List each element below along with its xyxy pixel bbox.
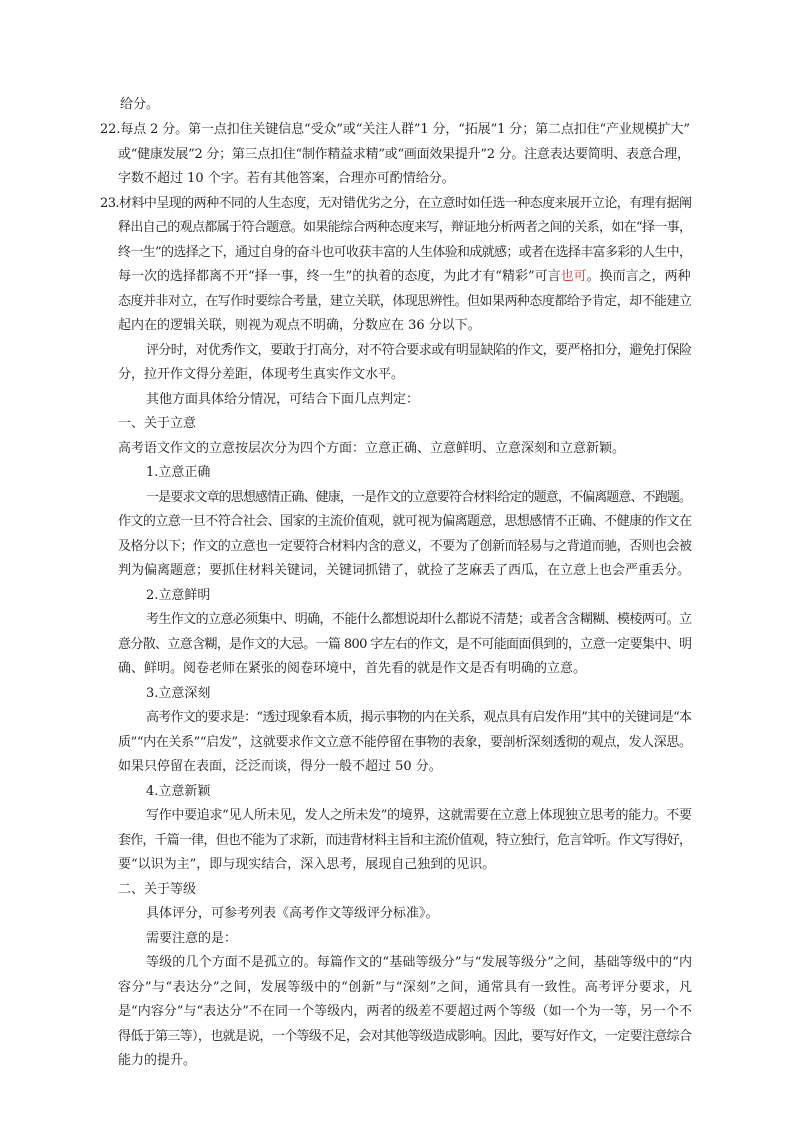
text-line: 评分时，对优秀作文，要敢于打高分，对不符合要求或有明显缺陷的作文，要严格扣分，避免打保险 xyxy=(146,343,692,358)
text-line: 得低于第三等），也就是说，一个等级不足，会对其他等级造成影响。因此，要写好作文，一定要注意综合 xyxy=(118,1029,692,1044)
text-line: 判为偏离题意；要抓住材料关键词，关键词抓错了，就捡了芝麻丢了西瓜，在立意上也会严重丢分。 xyxy=(118,563,691,578)
text-line: 等级的几个方面不是孤立的。每篇作文的“基础等级分”与“发展等级分”之间，基础等级中的“内 xyxy=(146,955,693,970)
text-line: 起内在的逻辑关联，则视为观点不明确，分数应在 36 分以下。 xyxy=(118,318,481,333)
text-line: 如果只停留在表面，泛泛而谈，得分一般不超过 50 分。 xyxy=(118,759,442,774)
text-line: 或“健康发展”2 分；第三点扣住“制作精益求精”或“画面效果提升”2 分。注意表达要简明、表意合理， xyxy=(118,147,690,162)
text-line: 22.每点 2 分。第一点扣住关键信息“受众”或“关注人群”1 分，“拓展”1 分；第二点扣住“产业规模扩大” xyxy=(100,122,690,137)
text-line: 能力的提升。 xyxy=(118,1053,197,1068)
text-line: 高考作文的要求是：“透过现象看本质，揭示事物的内在关系，观点具有启发作用”其中的关键词是“本 xyxy=(146,710,692,725)
text-line: 给分。 xyxy=(120,97,160,112)
text-line: 释出自己的观点都属于符合题意。如果能综合两种态度来写，辩证地分析两者之间的关系，如在“择一事， xyxy=(118,220,692,235)
text-line: 是“内容分”与“表达分”不在同一个等级内，两者的级差不要超过两个等级（如一个为一等，另一个不 xyxy=(118,1004,693,1019)
text-line: 套作，千篇一律，但也不能为了求新，而违背材料主旨和主流价值观，特立独行，危言耸听。作文写得好， xyxy=(118,833,692,848)
text-line: 态度并非对立，在写作时要综合考量，建立关联，体现思辨性。但如果两种态度都给予肯定，却不能建立 xyxy=(118,294,692,309)
text-line: 需要注意的是： xyxy=(146,931,238,946)
subsection-heading: 4.立意新颖 xyxy=(146,784,211,799)
section-heading: 二、关于等级 xyxy=(118,882,197,897)
text-line: 写作中要追求“见人所未见，发人之所未发”的境界，这就需要在立意上体现独立思考的能力。不要 xyxy=(146,808,692,823)
text-line: 容分”与“表达分”之间，发展等级中的“创新”与“深刻”之间，通常具有一致性。高考评分要求，凡 xyxy=(118,980,693,995)
text-line: 意分散、立意含糊，是作文的大忌。一篇 800 字左右的作文，是不可能面面俱到的，立意一定要集中、明 xyxy=(118,637,692,652)
text-span: 。换而言之，两种 xyxy=(586,269,691,284)
text-line: 确、鲜明。阅卷老师在紧张的阅卷环境中，首先看的就是作文是否有明确的立意。 xyxy=(118,661,587,676)
text-line: 23.材料中呈现的两种不同的人生态度，无对错优劣之分，在立意时如任选一种态度来展开立论，有理有据阐 xyxy=(100,196,692,211)
text-line: 一是要求文章的思想感情正确、健康，一是作文的立意要符合材料给定的题意，不偏离题意、不跑题。 xyxy=(146,490,692,505)
text-line xyxy=(118,268,691,286)
highlight-text: 也可 xyxy=(560,269,587,284)
text-line: 要“以识为主”，即与现实结合，深入思考，展现自己独到的见识。 xyxy=(118,857,496,872)
section-heading: 一、关于立意 xyxy=(118,416,197,431)
text-line: 终一生”的选择之下，通过自身的奋斗也可收获丰富的人生体验和成就感；或者在选择丰富多彩的人生中， xyxy=(118,245,692,260)
text-line: 质”“内在关系”“启发”，这就要求作文立意不能停留在事物的表象，要剖析深刻透彻的观点，发人深思。 xyxy=(118,735,692,750)
text-line: 字数不超过 10 个字。若有其他答案，合理亦可酌情给分。 xyxy=(118,171,455,186)
subsection-heading: 3.立意深刻 xyxy=(146,686,211,701)
text-line: 其他方面具体给分情况，可结合下面几点判定： xyxy=(146,392,420,407)
text-line: 作文的立意一旦不符合社会、国家的主流价值观，就可视为偏离题意，思想感情不正确、不健康的作文在 xyxy=(118,514,692,529)
text-line: 分，拉开作文得分差距，体现考生真实作文水平。 xyxy=(118,367,405,382)
subsection-heading: 2.立意鲜明 xyxy=(146,588,211,603)
text-span: 每一次的选择都离不开“择一事，终一生”的执着的态度，为此才有“精彩”可言 xyxy=(118,269,561,284)
text-line: 具体评分，可参考列表《高考作文等级评分标准》。 xyxy=(146,906,439,921)
text-line: 高考语文作文的立意按层次分为四个方面：立意正确、立意鲜明、立意深刻和立意新颖。 xyxy=(118,441,626,456)
text-line: 及格分以下；作文的立意也一定要符合材料内含的意义，不要为了创新而轻易与之背道而驰，否则也会被 xyxy=(118,539,692,554)
text-line: 考生作文的立意必须集中、明确，不能什么都想说却什么都说不清楚；或者含含糊糊、模棱两可。立 xyxy=(146,612,692,627)
subsection-heading: 1.立意正确 xyxy=(146,465,211,480)
